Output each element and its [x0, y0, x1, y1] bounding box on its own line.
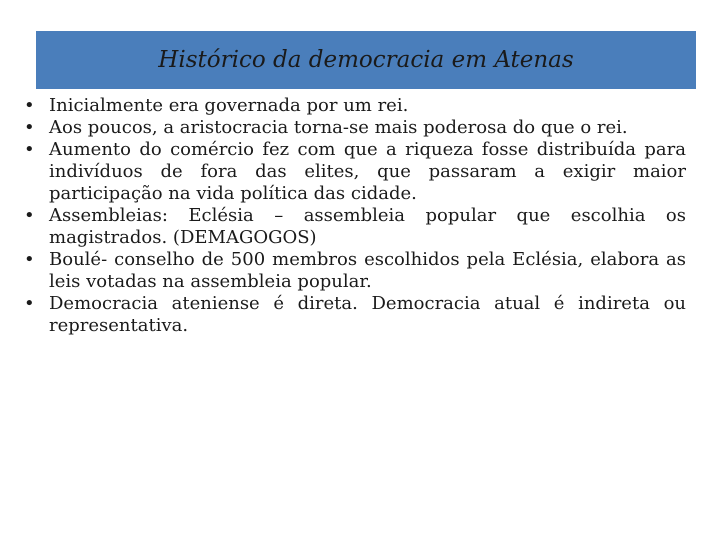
- bullet-icon: •: [24, 95, 35, 116]
- bullet-text: Boulé- conselho de 500 membros escolhidos pela Eclésia, elabora as leis votadas na assembleia popular.: [49, 249, 686, 292]
- title-bar: [36, 31, 696, 89]
- bullet-text: Aumento do comércio fez com que a riqueza fosse distribuída para indivíduos de fora das elites, que passaram a exigir maior participação na vida política das cidade.: [49, 139, 686, 204]
- bullet-text: Inicialmente era governada por um rei.: [49, 95, 409, 116]
- bullet-item: [22, 139, 686, 205]
- bullet-item: [22, 249, 686, 293]
- bullet-item: [22, 205, 686, 249]
- bullet-icon: •: [24, 249, 35, 270]
- bullet-item: [22, 293, 686, 337]
- bullet-list: [22, 95, 686, 337]
- bullet-icon: •: [24, 293, 35, 314]
- bullet-item: [22, 95, 686, 117]
- bullet-text: Aos poucos, a aristocracia torna-se mais poderosa do que o rei.: [49, 117, 628, 138]
- bullet-item: [22, 117, 686, 139]
- bullet-icon: •: [24, 139, 35, 160]
- bullet-icon: •: [24, 117, 35, 138]
- bullet-text: Democracia ateniense é direta. Democracia atual é indireta ou representativa.: [49, 293, 686, 336]
- slide-title: Histórico da democracia em Atenas: [158, 47, 574, 73]
- bullet-text: Assembleias: Eclésia – assembleia popular que escolhia os magistrados. (DEMAGOGOS): [49, 205, 686, 248]
- bullet-icon: •: [24, 205, 35, 226]
